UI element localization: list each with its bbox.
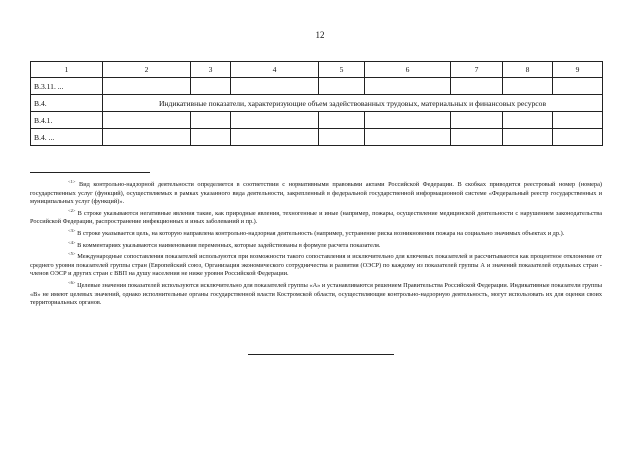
table-row xyxy=(31,95,603,112)
footnote xyxy=(30,227,602,239)
footnote-mark: <5> xyxy=(68,251,76,257)
header-cell: 9 xyxy=(553,62,603,78)
footnote-mark: <6> xyxy=(68,279,76,285)
row-code: В.4. ... xyxy=(31,129,103,146)
closing-line xyxy=(248,354,394,355)
header-cell: 7 xyxy=(451,62,503,78)
footnote xyxy=(30,239,602,251)
footnote-text: Международные сопоставления показателей используются при возможности такого сопоставления и исключительно для ключевых показателей и рассчитываются как процентное отклонение от среднего уровня показателей группы стран (Европейский союз, Организация экономического сотрудничества и развития (ОЭСР) по каждому из показателей группы А и значений показателей отдельных стран - членов ОЭСР и других стран с ВВП на душу населения не ниже уровня Российской Федерации. xyxy=(30,253,602,278)
page-number: 12 xyxy=(315,30,325,40)
footnote-text: В комментариях указываются наименования переменных, которые задействованы в формуле расчета показателя. xyxy=(77,241,381,249)
row-code: В.4. xyxy=(31,95,103,112)
footnote-text: Вид контрольно-надзорной деятельности определяется в соответствии с нормативными правовыми актами Российской Федерации. В скобках приводится реестровый номер (номера) государственных услуг (функций), осуществляемых в рамках указанного вида деятельности, закрепленный в федеральной государственной информационной системе «Федеральный реестр государственных и муниципальных услуг (функций)». xyxy=(30,181,603,206)
header-cell: 8 xyxy=(503,62,553,78)
row-code: В.3.11. ... xyxy=(31,78,103,95)
footnote-mark: <3> xyxy=(68,227,76,233)
header-cell: 3 xyxy=(191,62,231,78)
footnote-mark: <1> xyxy=(68,179,76,184)
table-row xyxy=(31,78,603,95)
footnote xyxy=(30,250,602,279)
footnote xyxy=(30,178,602,207)
section-heading: Индикативные показатели, характеризующие объем задействованных трудовых, материальных и финансовых ресурсов xyxy=(103,95,603,112)
header-cell: 5 xyxy=(319,62,365,78)
table-header-row xyxy=(31,62,603,78)
table-row xyxy=(31,112,603,129)
header-cell: 4 xyxy=(231,62,319,78)
table-row xyxy=(31,129,603,146)
footnote-mark: <4> xyxy=(68,239,76,245)
row-code: В.4.1. xyxy=(31,112,103,129)
footnote-text: В строке указываются негативные явления такие, как природные явления, техногенные и иные (например, пожары, осуществление медицинской деятельности с нарушением законодательства Российской Федерации, распространение инфекционных и иных заболеваний и пр.). xyxy=(30,209,602,226)
footnotes xyxy=(30,178,602,308)
header-cell: 2 xyxy=(103,62,191,78)
indicators-table xyxy=(30,61,603,146)
footnote-separator xyxy=(30,172,150,173)
footnote-text: В строке указывается цель, на которую направлена контрольно-надзорная деятельность (например, устранение риска возникновения пожара на социально значимых объектах и др.). xyxy=(77,229,565,237)
footnote xyxy=(30,207,602,227)
footnote xyxy=(30,279,602,308)
footnote-mark: <2> xyxy=(68,207,76,213)
header-cell: 1 xyxy=(31,62,103,78)
header-cell: 6 xyxy=(365,62,451,78)
footnote-text: Целевые значения показателей используются исключительно для показателей группы «А» и устанавливаются решением Правительства Российской Федерации. Индикативные показатели группы «В» не имеют целевых значений, однако исполнительные органы государственной власти Костромской области, осуществляющие контрольно-надзорную деятельность, могут использовать их для оценки своих территориальных органов. xyxy=(30,281,602,307)
